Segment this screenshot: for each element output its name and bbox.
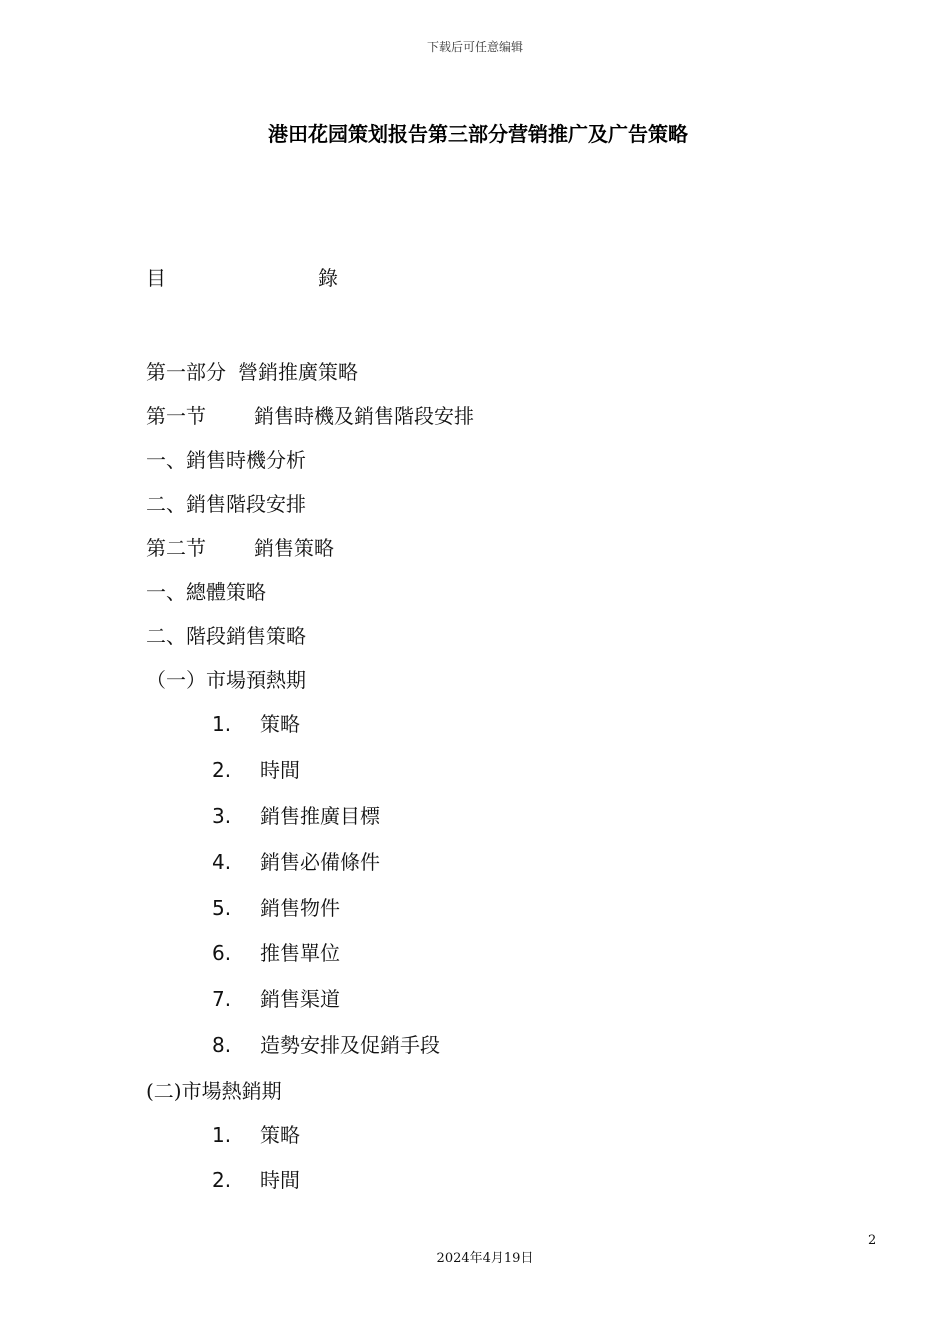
item-text: 時間 [260,1168,300,1192]
toc-heading-char-2: 錄 [318,266,338,290]
toc-numbered-item [212,708,300,737]
toc-numbered-item [212,846,380,875]
toc-numbered-item [212,892,340,921]
item-text: 銷售必備條件 [260,850,380,874]
item-number: 3. [212,804,232,828]
toc-numbered-item [212,983,340,1012]
section-2-text: 銷售策略 [254,536,334,560]
page-number: 2 [868,1233,877,1248]
section-1-label: 第一节 [146,404,206,428]
item-text: 策略 [260,712,300,736]
toc-numbered-item [212,1119,300,1148]
toc-numbered-item [212,754,300,783]
item-number: 6. [212,941,232,965]
item-number: 4. [212,850,232,874]
item-text: 時間 [260,758,300,782]
toc-part-1 [146,356,358,385]
footer-date: 2024年4月19日 [436,1251,534,1266]
section-2-label: 第二节 [146,536,206,560]
item-text: 推售單位 [260,941,340,965]
toc-numbered-item [212,1029,440,1058]
item-text: 銷售推廣目標 [260,804,380,828]
item-number: 2. [212,758,232,782]
toc-subsection-1: （一）市場預熱期 [146,668,306,692]
toc-numbered-item [212,1164,300,1193]
document-title: 港田花园策划报告第三部分营销推广及广告策略 [268,122,688,146]
part-text: 營銷推廣策略 [238,360,358,384]
header-note: 下载后可任意编辑 [426,40,523,54]
item-text: 銷售物件 [260,896,340,920]
item-number: 2. [212,1168,232,1192]
item-number: 1. [212,1123,232,1147]
toc-heading [146,262,346,290]
toc-subsection-2: (二)市場熱銷期 [146,1079,282,1103]
toc-item: 一、總體策略 [146,580,266,604]
toc-item: 一、銷售時機分析 [146,448,306,472]
toc-numbered-item [212,937,340,966]
item-text: 造勢安排及促銷手段 [260,1033,440,1057]
item-number: 7. [212,987,232,1011]
toc-section-2 [146,532,334,561]
toc-item: 二、銷售階段安排 [146,492,306,516]
item-text: 策略 [260,1123,300,1147]
item-text: 銷售渠道 [260,987,340,1011]
item-number: 1. [212,712,232,736]
part-label: 第一部分 [146,360,226,384]
toc-heading-char-1: 目 [146,266,166,290]
item-number: 8. [212,1033,232,1057]
toc-numbered-item [212,800,380,829]
toc-section-1 [146,400,474,429]
section-1-text: 銷售時機及銷售階段安排 [254,404,474,428]
toc-item: 二、階段銷售策略 [146,624,306,648]
item-number: 5. [212,896,232,920]
